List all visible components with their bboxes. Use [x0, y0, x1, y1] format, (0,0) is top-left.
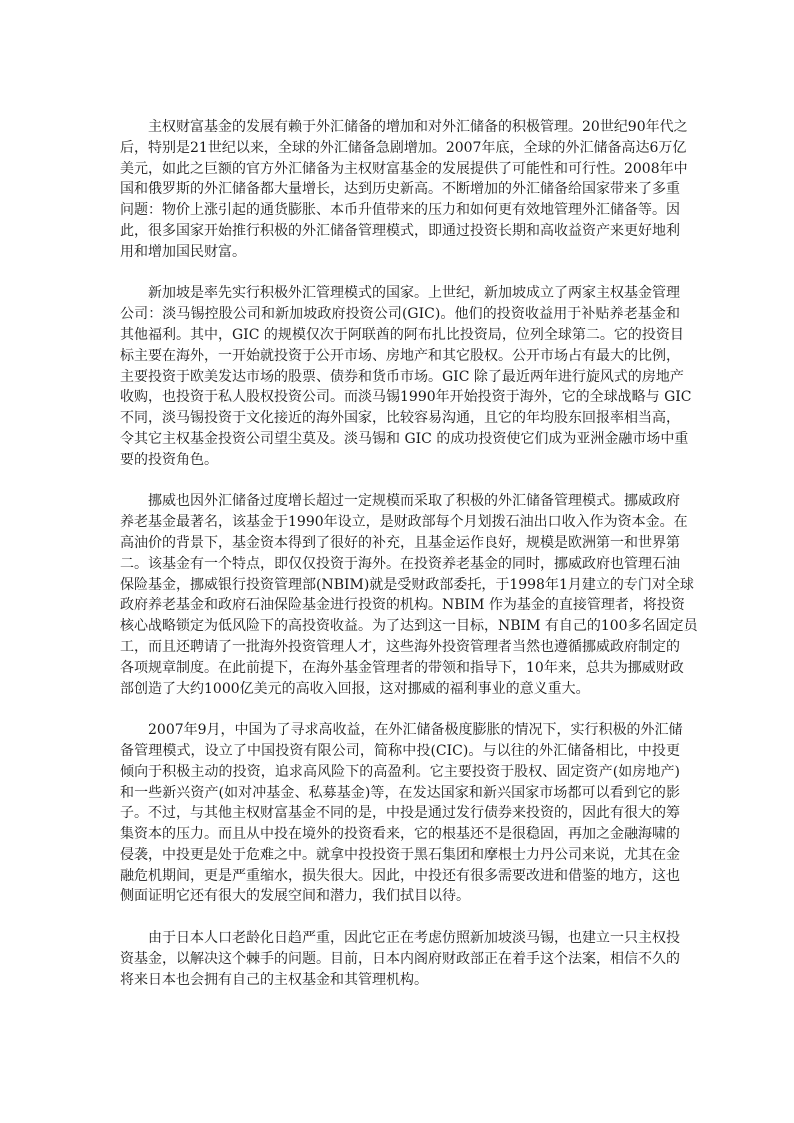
text-line: 要的投资角色。 — [120, 451, 218, 468]
text-line: 后，特别是21世纪以来，全球的外汇储备急剧增加。2007年底，全球的外汇储备高达6万亿 — [120, 139, 687, 156]
document-body — [120, 117, 698, 990]
text-line: 将来日本也会拥有自己的主权基金和其管理机构。 — [120, 971, 428, 988]
text-line: 工，而且还聘请了一批海外投资管理人才，这些海外投资管理者当然也遵循挪威政府制定的 — [120, 638, 680, 655]
text-line: 侵袭，中投更是处于危难之中。就拿中投投资于黑石集团和摩根士力丹公司来说，尤其在金 — [120, 846, 680, 863]
text-line: 不同，淡马锡投资于文化接近的海外国家，比较容易沟通，且它的年均股东回报率相当高， — [120, 410, 680, 427]
text-line: 2007年9月，中国为了寻求高收益，在外汇储备极度膨胀的情况下，实行积极的外汇储 — [148, 722, 683, 739]
text-line: 部创造了大约1000亿美元的高收入回报，这对挪威的福利事业的意义重大。 — [120, 680, 590, 697]
text-line: 收购，也投资于私人股权投资公司。而淡马锡1990年开始投资于海外，它的全球战略与 GIC — [120, 389, 692, 406]
text-line: 集资本的压力。而且从中投在境外的投资看来，它的根基还不是很稳固，再加之金融海啸的 — [120, 826, 680, 843]
text-line: 保险基金，挪威银行投资管理部(NBIM)就是受财政部委托，于1998年1月建立的专门对全球 — [120, 576, 694, 593]
text-line: 和一些新兴资产(如对冲基金、私募基金)等，在发达国家和新兴国家市场都可以看到它的影 — [120, 784, 680, 801]
text-line: 核心战略锁定为低风险下的高投资收益。为了达到这一目标，NBIM 有自己的100多名固定员 — [120, 618, 698, 635]
paragraph — [120, 720, 683, 907]
text-line: 融危机期间，更是严重缩水，损失很大。因此，中投还有很多需要改进和借鉴的地方，这也 — [120, 867, 680, 884]
paragraph-spacer — [120, 699, 680, 720]
text-line: 主要投资于欧美发达市场的股票、债券和货币市场。GIC 除了最近两年进行旋风式的房地产 — [120, 368, 684, 385]
text-line: 其他福利。其中，GIC 的规模仅次于阿联酋的阿布扎比投资局，位列全球第二。它的投资目 — [120, 326, 684, 343]
paragraph-spacer — [120, 263, 680, 284]
text-line: 问题：物价上涨引起的通货膨胀、本币升值带来的压力和如何更有效地管理外汇储备等。因 — [120, 202, 680, 219]
text-line: 新加坡是率先实行积极外汇管理模式的国家。上世纪，新加坡成立了两家主权基金管理 — [148, 285, 680, 302]
text-line: 各项规章制度。在此前提下，在海外基金管理者的带领和指导下，10年来，总共为挪威财政 — [120, 659, 684, 676]
text-line: 标主要在海外，一开始就投资于公开市场、房地产和其它股权。公开市场占有最大的比例， — [120, 347, 680, 364]
text-line: 政府养老基金和政府石油保险基金进行投资的机构。NBIM 作为基金的直接管理者，将投资 — [120, 597, 685, 614]
text-line: 侧面证明它还有很大的发展空间和潜力，我们拭目以待。 — [120, 888, 470, 905]
text-line: 二。该基金有一个特点，即仅仅投资于海外。在投资养老基金的同时，挪威政府也管理石油 — [120, 555, 680, 572]
paragraph-spacer — [120, 907, 680, 928]
text-line: 美元，如此之巨额的官方外汇储备为主权财富基金的发展提供了可能性和可行性。2008年中 — [120, 160, 688, 177]
text-line: 高油价的背景下，基金资本得到了很好的补充，且基金运作良好，规模是欧洲第一和世界第 — [120, 534, 680, 551]
paragraph — [120, 491, 698, 699]
paragraph — [120, 283, 692, 470]
text-line: 备管理模式，设立了中国投资有限公司，简称中投(CIC)。与以往的外汇储备相比，中投更 — [120, 742, 680, 759]
text-line: 公司：淡马锡控股公司和新加坡政府投资公司(GIC)。他们的投资收益用于补贴养老基金和 — [120, 306, 680, 323]
text-line: 子。不过，与其他主权财富基金不同的是，中投是通过发行债券来投资的，因此有很大的筹 — [120, 805, 680, 822]
text-line: 主权财富基金的发展有赖于外汇储备的增加和对外汇储备的积极管理。20世纪90年代之 — [148, 119, 688, 135]
paragraph-spacer — [120, 471, 680, 492]
text-line: 资基金，以解决这个棘手的问题。目前，日本内阁府财政部正在着手这个法案，相信不久的 — [120, 950, 680, 967]
text-line: 此，很多国家开始推行积极的外汇储备管理模式，即通过投资长期和高收益资产来更好地利 — [120, 222, 680, 239]
text-line: 由于日本人口老龄化日趋严重，因此它正在考虑仿照新加坡淡马锡，也建立一只主权投 — [148, 930, 680, 947]
text-line: 挪威也因外汇储备过度增长超过一定规模而采取了积极的外汇储备管理模式。挪威政府 — [148, 493, 680, 510]
text-line: 养老基金最著名，该基金于1990年设立，是财政部每个月划拨石油出口收入作为资本金。在 — [120, 514, 688, 531]
paragraph — [120, 928, 680, 990]
text-line: 国和俄罗斯的外汇储备都大量增长，达到历史新高。不断增加的外汇储备给国家带来了多重 — [120, 181, 680, 198]
text-line: 倾向于积极主动的投资，追求高风险下的高盈利。它主要投资于股权、固定资产(如房地产) — [120, 763, 680, 780]
paragraph — [120, 117, 688, 263]
text-line: 用和增加国民财富。 — [120, 243, 246, 260]
text-line: 令其它主权基金投资公司望尘莫及。淡马锡和 GIC 的成功投资使它们成为亚洲金融市场中重 — [120, 430, 689, 447]
